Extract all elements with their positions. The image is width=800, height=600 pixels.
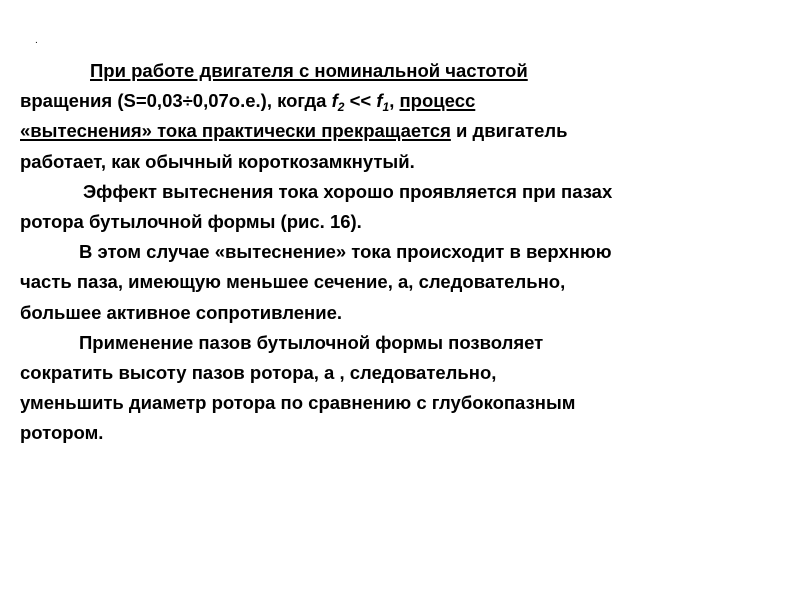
underlined-text: процесс bbox=[399, 90, 476, 112]
f1-symbol bbox=[376, 90, 390, 115]
text-span: , bbox=[389, 90, 400, 112]
text-span: вращения (S=0,03÷0,07о.е.), когда bbox=[20, 90, 332, 112]
paragraph-4-line-2: сократить высоту пазов ротора, а , следовательно, bbox=[20, 362, 497, 384]
paragraph-4-line-4: ротором. bbox=[20, 422, 104, 444]
paragraph-2-line-2: ротора бутылочной формы (рис. 16). bbox=[20, 211, 362, 233]
paragraph-1-line-1 bbox=[20, 56, 790, 86]
paragraph-3-line-3: большее активное сопротивление. bbox=[20, 301, 343, 323]
text-span: << bbox=[344, 90, 377, 112]
f1-base: f bbox=[376, 90, 383, 112]
body-text bbox=[20, 56, 790, 449]
dot-mark: . bbox=[35, 35, 38, 46]
paragraph-4-line-1: Применение пазов бутылочной формы позволяет bbox=[79, 331, 544, 353]
f2-symbol bbox=[331, 90, 345, 115]
underlined-text: При работе двигателя с номинальной частотой bbox=[90, 60, 528, 81]
f1-subscript: 1 bbox=[382, 100, 390, 115]
f2-base: f bbox=[331, 90, 338, 112]
paragraph-4-line-3: уменьшить диаметр ротора по сравнению с глубокопазным bbox=[20, 392, 576, 414]
underlined-text: «вытеснения» тока практически прекращается bbox=[20, 120, 451, 142]
text-span: и двигатель bbox=[450, 120, 568, 142]
paragraph-1-line-4: работает, как обычный короткозамкнутый. bbox=[20, 150, 415, 172]
paragraph-3-line-1: В этом случае «вытеснение» тока происходит в верхнюю bbox=[79, 241, 612, 263]
paragraph-3-line-2: часть паза, имеющую меньшее сечение, а, следовательно, bbox=[20, 271, 566, 293]
f2-subscript: 2 bbox=[337, 100, 345, 115]
paragraph-2-line-1: Эффект вытеснения тока хорошо проявляется при пазах bbox=[83, 180, 613, 202]
paragraph-1-line-3 bbox=[20, 116, 790, 146]
paragraph-1-line-2 bbox=[20, 86, 790, 116]
